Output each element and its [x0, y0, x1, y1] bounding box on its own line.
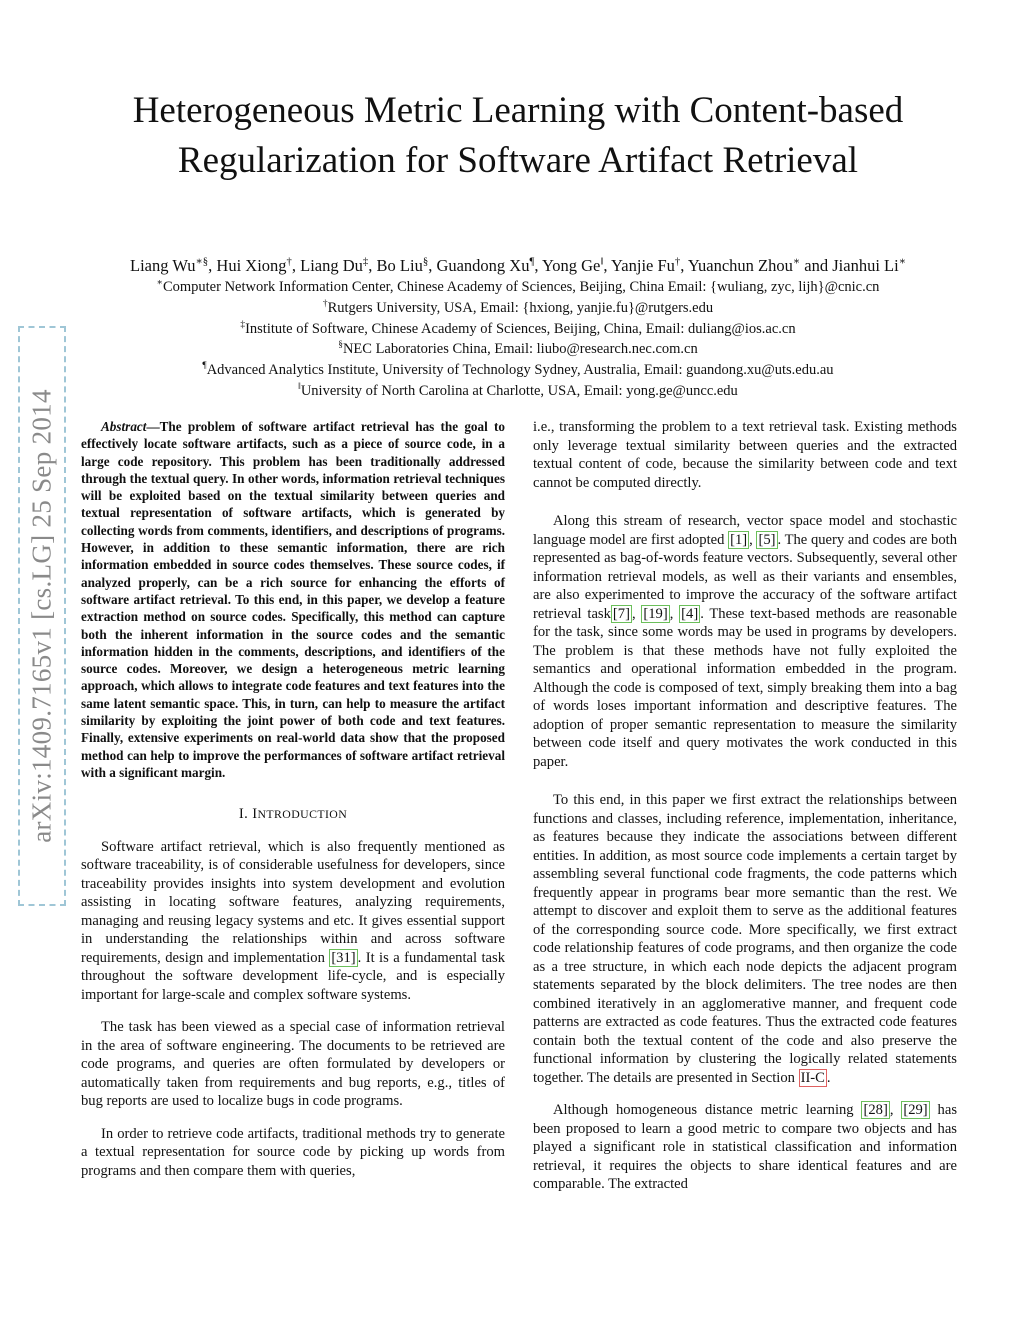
- author-name: Hui Xiong: [216, 256, 287, 275]
- section-number: I.: [238, 806, 249, 823]
- paragraph-text: Software artifact retrieval, which is also frequently mentioned as software traceability, is of considerable usefulness for developers, since traceability provides insights into system development and evolution assisting in locating software features, analyzing requirements, managing and reusing legacy systems and etc. It gives essential support in understanding the relationships within and across software requirements, design and implementation: [81, 838, 505, 966]
- affiliation-text: NEC Laboratories China, Email: liubo@research.nec.com.cn: [342, 341, 698, 358]
- affiliation-mark: ∗: [156, 278, 163, 289]
- citation-link[interactable]: [4]: [681, 605, 699, 622]
- continuation-paragraph: i.e., transforming the problem to a text retrieval task. Existing methods only leverage textual similarity between queries and the extracted textual content of code, because the similarity between code and text cannot be computed directly.: [533, 419, 957, 491]
- affiliation-mark: †: [322, 298, 328, 309]
- author-name: Liang Wu: [130, 256, 196, 275]
- paragraph-text: . The query and codes are both represented as bag-of-words feature vectors. Subsequently, several other information retrieval models, as well as their variants and ensembles, are also experimented to improve the accuracy of the software artifact retrieval task: [533, 531, 957, 622]
- citation-link[interactable]: [29]: [903, 1102, 928, 1118]
- left-column: [81, 418, 505, 1180]
- abstract-text: —The problem of software artifact retrieval has the goal to effectively locate software artifacts, such as a piece of source code, in a large code repository. This problem has been traditionally addressed through the textual query. In other words, information retrieval techniques will be exploited based on the textual similarity between queries and textual representation of software artifacts, which is generated by collecting words from comments, identifiers, and descriptions of programs. However, in addition to these semantic information, there are rich information embedded in source codes themselves. These source codes, if analyzed properly, can be a rich source for enhancing the efforts of software artifact retrieval. To this end, in this paper, we develop a feature extraction method on source codes. Specifically, this method can capture both the inherent information in the source codes and the semantic information hidden in the comments, descriptions, and identifiers of the source codes. Moreover, we design a heterogeneous metric learning approach, which allows to integrate code features and text features into the same latent semantic space. This, in turn, can help to measure the artifact similarity by exploiting the joint power of both code and text features. Finally, extensive experiments on real-world data show that the proposed method can help to improve the performances of software artifact retrieval with a significant margin.: [81, 419, 505, 780]
- paragraph-text: has been proposed to learn a good metric to compare two objects and has played a significant role in statistical classification and information retrieval, it requires the objects to share identical features and are comparable. The extracted: [533, 1102, 958, 1192]
- affiliation-mark: ¶: [202, 361, 207, 372]
- citation-link[interactable]: [19]: [643, 605, 668, 622]
- paragraph-text: Although homogeneous distance metric learning: [553, 1102, 862, 1118]
- author-list: Liang Wu∗§, Hui Xiong†, Liang Du‡, Bo Liu§, Guandong Xu¶, Yong Ge‖, Yanjie Fu†, Yuanchun Zhou∗ and Jianhui Li∗: [130, 255, 906, 275]
- author-mark: ‡: [362, 255, 369, 268]
- section-reference-link[interactable]: II-C: [800, 1069, 825, 1086]
- arxiv-stamp: [18, 326, 66, 906]
- affiliation-6: [60, 381, 976, 402]
- affiliation-5: [60, 360, 976, 381]
- affiliation-text: Computer Network Information Center, Chinese Academy of Sciences, Beijing, China Email: {wuliang, zyc, lijh}@cnic.cn: [162, 279, 880, 295]
- title-line-1: Heterogeneous Metric Learning with Content-based: [132, 90, 904, 131]
- affiliation-text: University of North Carolina at Charlotte, USA, Email: yong.ge@uncc.edu: [300, 382, 738, 399]
- author-name: Guandong Xu: [436, 256, 530, 275]
- author-mark: ∗: [792, 255, 801, 268]
- title-line-2: Regularization for Software Artifact Retrieval: [177, 140, 859, 181]
- separator: ,: [749, 531, 757, 548]
- section-title-rest: NTRODUCTION: [257, 807, 348, 822]
- related-work-paragraph: [533, 512, 957, 771]
- author-conjunction: and: [804, 256, 829, 275]
- author-name: Jianhui Li: [832, 256, 899, 275]
- arxiv-identifier: arXiv:1409.7165v1 [cs.LG] 25 Sep 2014: [26, 389, 57, 843]
- abstract: [81, 418, 505, 781]
- approach-paragraph: [533, 791, 957, 1087]
- section-title-initial: I: [252, 806, 258, 823]
- author-name: Yong Ge: [541, 256, 601, 275]
- affiliation-1: [60, 277, 976, 298]
- affiliation-mark: ‡: [240, 319, 246, 330]
- citation-link[interactable]: [5]: [758, 531, 776, 548]
- citation-link[interactable]: [1]: [730, 531, 748, 548]
- affiliation-text: Rutgers University, USA, Email: {hxiong, yanjie.fu}@rutgers.edu: [327, 299, 714, 316]
- affiliation-4: [60, 339, 976, 360]
- separator: ,: [669, 605, 680, 622]
- author-mark: †: [286, 255, 292, 268]
- author-mark: ∗: [898, 255, 906, 268]
- separator: ,: [631, 605, 642, 622]
- citation-link[interactable]: [7]: [612, 605, 630, 622]
- author-name: Bo Liu: [376, 256, 423, 275]
- author-mark: ‖: [600, 255, 604, 268]
- citation-link[interactable]: [31]: [331, 949, 356, 966]
- citation-link[interactable]: [28]: [863, 1102, 888, 1118]
- right-column: [533, 418, 957, 1194]
- paragraph-text: . It is a fundamental task throughout the software development life-cycle, and is especially important for large-scale and complex software systems.: [81, 949, 505, 1003]
- affiliation-3: [60, 319, 976, 340]
- abstract-label: Abstract: [101, 419, 147, 434]
- intro-paragraph-2: The task has been viewed as a special case of information retrieval in the area of software engineering. The documents to be retrieved are code programs, and queries are often formulated by developers or automatically taken from requirements and bug reports, e.g., titles of bug reports are used to localize bugs in code programs.: [81, 1019, 505, 1110]
- paragraph-text: To this end, in this paper we first extract the relationships between functions and classes, including reference, implementation, inheritance, as features because they indicate the associations between different entities. In addition, as most source code implements a certain target by assembling several functional code fragments, the code patterns which frequently appear in programs bear more semantic than the rest. We attempt to discover and exploit them to serve as the additional features of the corresponding source code. More specifically, we first extract code relationship features of code programs, and then organize the code as a tree structure, in which each node depicts the adjacent program statements separated by the block delimiters. The tree nodes are then combined iteratively in an agglomerative manner, and frequent code patterns are extracted as code features. Thus the extracted code features contain both the textual content of the code and also preserve the functional information by clustering the logically related statements together. The details are presented in Section: [533, 792, 957, 1086]
- intro-paragraph-3: In order to retrieve code artifacts, traditional methods try to generate a textual representation for source code by picking up words from programs and then compare them with queries,: [81, 1125, 505, 1179]
- intro-paragraph-1: [81, 838, 505, 1005]
- author-name: Liang Du: [300, 256, 363, 275]
- author-mark: §: [422, 255, 429, 268]
- separator: ,: [889, 1102, 902, 1118]
- metric-learning-paragraph: [533, 1101, 957, 1194]
- author-mark: ∗§: [195, 255, 209, 268]
- affiliation-text: Advanced Analytics Institute, University of Technology Sydney, Australia, Email: guandong.xu@uts.edu.au: [206, 362, 834, 379]
- paragraph-text: . These text-based methods are reasonable for the task, since some words may be used in programs by developers. The problem is that these methods have not fully exploited the semantics and operational information embedded in the program. Although the code is composed of text, simply breaking them into a bag of words loses important information and descriptive features. The adoption of proper semantic representation to measure the similarity between code itself and query motivates the work conducted in this paper.: [533, 605, 957, 770]
- section-heading-introduction: [81, 805, 505, 824]
- paragraph-text: .: [826, 1069, 831, 1086]
- paragraph-text: Along this stream of research, vector space model and stochastic language model are first adopted: [533, 513, 957, 548]
- affiliation-mark: ‖: [298, 382, 301, 393]
- author-block: [60, 255, 976, 402]
- affiliation-mark: §: [338, 340, 343, 351]
- affiliation-2: [60, 298, 976, 319]
- author-name: Yanjie Fu: [611, 256, 675, 275]
- affiliation-text: Institute of Software, Chinese Academy of Sciences, Beijing, China, Email: duliang@ios.ac.cn: [245, 320, 796, 337]
- author-mark: †: [674, 255, 681, 268]
- author-mark: ¶: [529, 255, 535, 268]
- paper-title: [80, 86, 956, 186]
- author-name: Yuanchun Zhou: [687, 256, 793, 275]
